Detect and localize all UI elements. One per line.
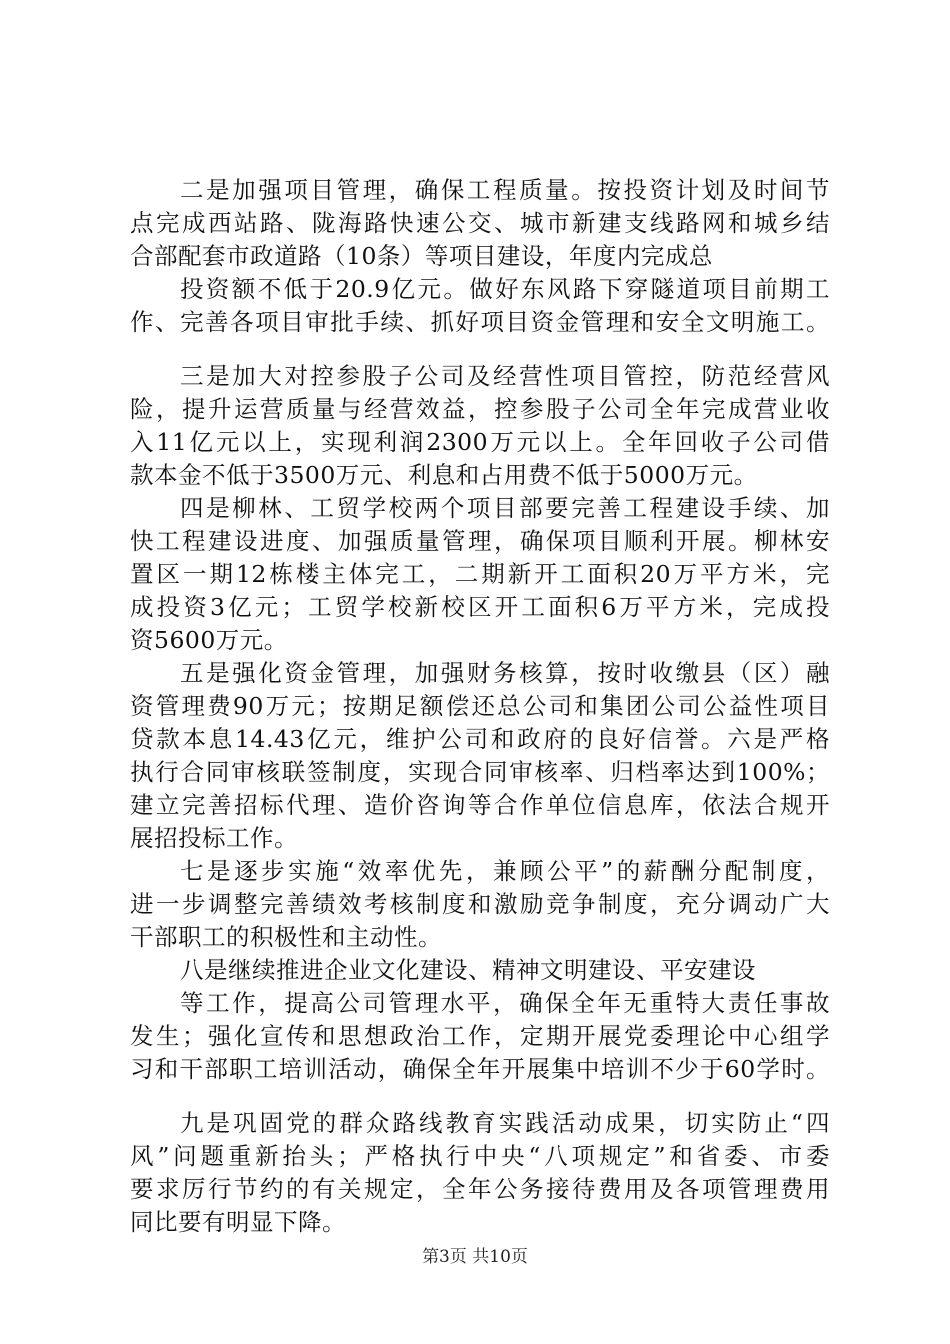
paragraph-line: 五是强化资金管理，加强财务核算，按时收缴县（区）融 (180, 659, 830, 687)
paragraph-line: 点完成西站路、陇海路快速公交、城市新建支线路网和城乡结 (130, 209, 830, 237)
page-number-footer: 第3页 共10页 (422, 1247, 528, 1267)
paragraph-line: 二是加强项目管理，确保工程质量。按投资计划及时间节 (180, 176, 830, 204)
paragraph-line: 入11亿元以上，实现利润2300万元以上。全年回收子公司借 (130, 428, 830, 456)
paragraph-line: 风”问题重新抬头；严格执行中央“八项规定”和省委、市委 (130, 1142, 830, 1170)
paragraph-line: 建立完善招标代理、造价咨询等合作单位信息库，依法合规开 (130, 791, 830, 819)
paragraph-line: 干部职工的积极性和主动性。 (130, 923, 442, 951)
paragraph-line: 进一步调整完善绩效考核制度和激励竞争制度，充分调动广大 (130, 890, 830, 918)
paragraph-line: 要求厉行节约的有关规定，全年公务接待费用及各项管理费用 (130, 1175, 830, 1203)
paragraph-line: 同比要有明显下降。 (130, 1208, 346, 1236)
paragraph-line: 投资额不低于20.9亿元。做好东风路下穿隧道项目前期工 (180, 275, 830, 303)
paragraph-line: 等工作，提高公司管理水平，确保全年无重特大责任事故 (180, 989, 830, 1017)
paragraph-line: 八是继续推进企业文化建设、精神文明建设、平安建设 (180, 956, 756, 984)
paragraph-line: 展招投标工作。 (130, 824, 298, 852)
paragraph-line: 执行合同审核联签制度，实现合同审核率、归档率达到100%； (130, 758, 830, 786)
paragraph-line: 九是巩固党的群众路线教育实践活动成果，切实防止“四 (180, 1109, 830, 1137)
paragraph-line: 发生；强化宣传和思想政治工作，定期开展党委理论中心组学 (130, 1022, 830, 1050)
paragraph-line: 作、完善各项目审批手续、抓好项目资金管理和安全文明施工。 (130, 308, 830, 336)
paragraph-line: 快工程建设进度、加强质量管理，确保项目顺利开展。柳林安 (130, 527, 830, 555)
paragraph-line: 贷款本息14.43亿元，维护公司和政府的良好信誉。六是严格 (130, 725, 830, 753)
paragraph-line: 三是加大对控参股子公司及经营性项目管控，防范经营风 (180, 362, 830, 390)
paragraph-line: 款本金不低于3500万元、利息和占用费不低于5000万元。 (130, 461, 758, 489)
paragraph-line: 成投资3亿元；工贸学校新校区开工面积6万平方米，完成投 (130, 593, 830, 621)
paragraph-line: 合部配套市政道路（10条）等项目建设，年度内完成总 (130, 242, 713, 270)
paragraph-line: 四是柳林、工贸学校两个项目部要完善工程建设手续、加 (180, 494, 830, 522)
paragraph-line: 习和干部职工培训活动，确保全年开展集中培训不少于60学时。 (130, 1055, 830, 1083)
paragraph-line: 资管理费90万元；按期足额偿还总公司和集团公司公益性项目 (130, 692, 830, 720)
paragraph-line: 七是逐步实施“效率优先，兼顾公平”的薪酬分配制度， (180, 857, 830, 885)
paragraph-line: 资5600万元。 (130, 626, 288, 654)
paragraph-line: 置区一期12栋楼主体完工，二期新开工面积20万平方米，完 (130, 560, 830, 588)
paragraph-line: 险，提升运营质量与经营效益，控参股子公司全年完成营业收 (130, 395, 830, 423)
